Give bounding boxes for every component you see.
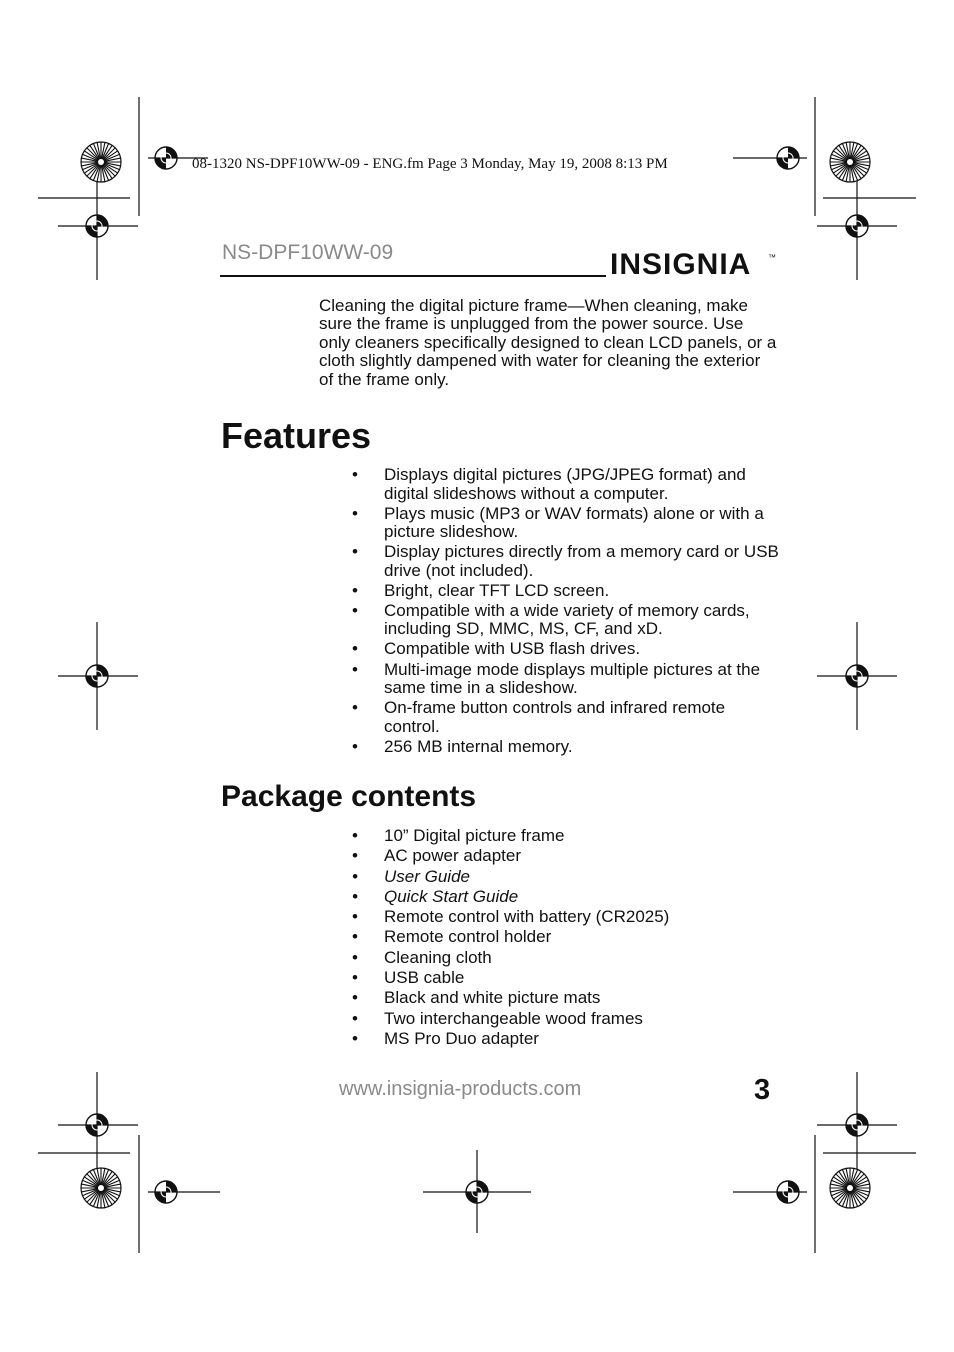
bullet-icon: • [352,907,358,927]
list-item [349,888,781,907]
footer-website-link[interactable]: www.insignia-products.com [339,1078,582,1100]
feature-text: Plays music (MP3 or WAV formats) alone or with a picture slideshow. [384,503,764,542]
bullet-icon: • [352,736,358,756]
package-item-text: AC power adapter [384,846,522,866]
list-item [349,640,781,659]
package-item-text: Two interchangeable wood frames [384,1008,643,1028]
logo-wordmark: INSIGNIA [610,248,752,281]
feature-text: Display pictures directly from a memory card or USB drive (not included). [384,542,779,580]
package-item-text: Remote control holder [384,927,552,947]
print-slug-line: 08-1320 NS-DPF10WW-09 - ENG.fm Page 3 Monday, May 19, 2008 8:13 PM [192,156,668,172]
list-item [349,827,781,846]
bullet-icon: • [352,886,358,906]
bullet-icon: • [352,698,358,718]
feature-text: Bright, clear TFT LCD screen. [384,580,610,600]
package-item-text: USB cable [384,967,465,987]
header-divider [220,275,606,277]
bullet-icon: • [352,947,358,967]
package-item-text: Cleaning cloth [384,947,492,967]
list-item [349,908,781,927]
features-list [349,466,781,758]
bullet-icon: • [352,927,358,947]
list-item [349,661,781,698]
package-item-text: MS Pro Duo adapter [384,1028,539,1048]
list-item [349,989,781,1008]
bullet-icon: • [352,967,358,987]
bullet-icon: • [352,988,358,1008]
list-item [349,738,781,757]
bullet-icon: • [352,639,358,659]
list-item [349,949,781,968]
bullet-icon: • [352,542,358,562]
list-item [349,1030,781,1049]
package-contents-list [349,827,781,1050]
bullet-icon: • [352,580,358,600]
package-item-text: Black and white picture mats [384,988,601,1008]
list-item [349,699,781,736]
feature-text: On-frame button controls and infrared remote control. [384,698,726,736]
list-item [349,847,781,866]
bullet-icon: • [352,846,358,866]
bullet-icon: • [352,826,358,845]
model-number: NS-DPF10WW-09 [222,241,394,264]
logo-trademark: ™ [768,253,776,262]
list-item [349,582,781,601]
list-item [349,928,781,947]
list-item [349,969,781,988]
package-item-text: Remote control with battery (CR2025) [384,907,670,927]
package-item-text: Quick Start Guide [384,886,519,906]
list-item [349,1010,781,1029]
insignia-logo-mark [610,238,780,282]
package-item-text: User Guide [384,866,470,886]
package-item-text: 10” Digital picture frame [384,826,565,845]
list-item [349,868,781,887]
bullet-icon: • [352,1028,358,1048]
feature-text: Displays digital pictures (JPG/JPEG format) and digital slideshows without a computer. [384,465,746,503]
feature-text: Multi-image mode displays multiple pictures at the same time in a slideshow. [384,659,761,698]
list-item [349,602,781,639]
bullet-icon: • [352,503,358,523]
page-number: 3 [754,1074,771,1106]
bullet-icon: • [352,600,358,620]
bullet-icon: • [352,866,358,886]
bullet-icon: • [352,1008,358,1028]
package-contents-heading: Package contents [221,780,477,813]
feature-text: Compatible with USB flash drives. [384,639,641,659]
list-item [349,505,781,542]
bullet-icon: • [352,659,358,679]
features-heading: Features [221,415,372,456]
list-item [349,466,781,503]
feature-text: 256 MB internal memory. [384,736,573,756]
feature-text: Compatible with a wide variety of memory cards, including SD, MMC, MS, CF, and xD. [384,600,750,639]
cleaning-note: Cleaning the digital picture frame—When cleaning, make sure the frame is unplugged from the power source. Use only cleaners specifically designed to clean LCD panels, or a cloth slightly dampened with water for cleaning the exterior of the frame only. [319,296,777,389]
insignia-logo [610,238,780,282]
bullet-icon: • [352,465,358,484]
list-item [349,543,781,580]
